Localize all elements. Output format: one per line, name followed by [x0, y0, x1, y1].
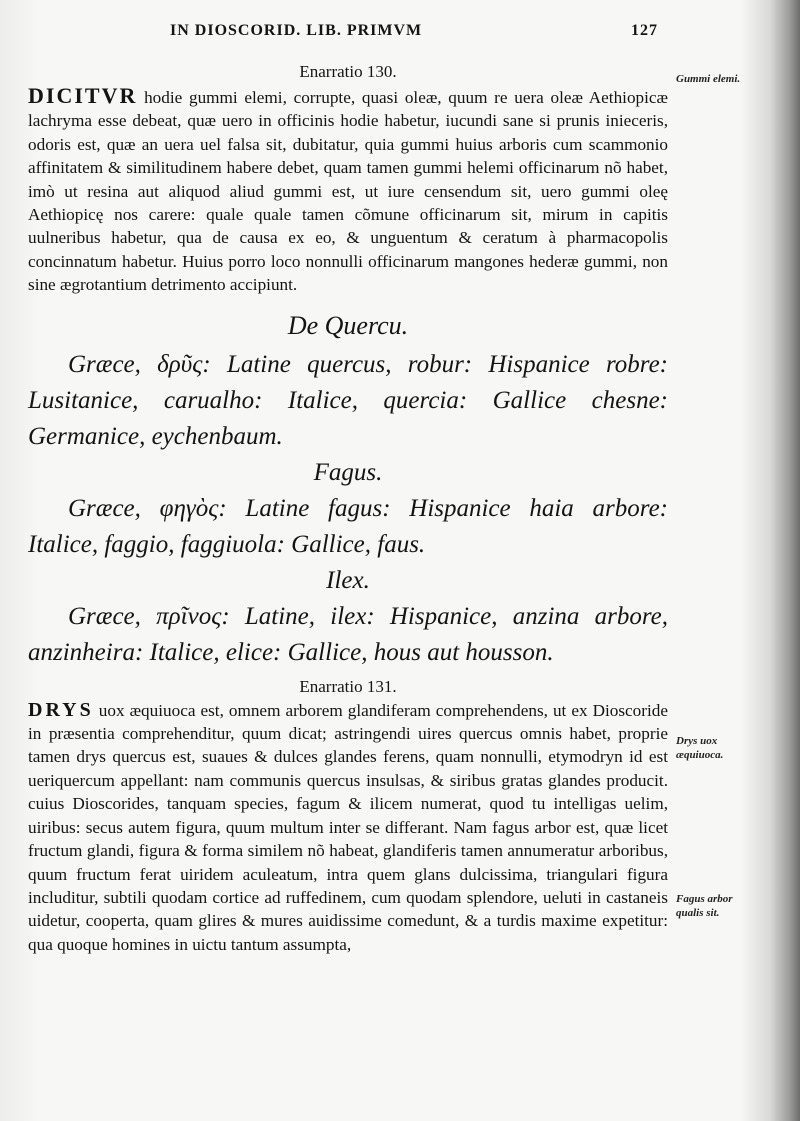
enarratio-130-paragraph: [28, 84, 668, 297]
heading-ilex: Ilex.: [326, 566, 370, 594]
margin-note-fagus: Fagus arbor qualis sit.: [676, 893, 733, 919]
ilex-synonyms: [28, 599, 668, 671]
fagus-synonyms: [28, 491, 668, 563]
paragraph-text: hodie gummi elemi, corrupte, quasi oleæ, quum re uera oleæ Aethiopicæ lachryma esse debeat, quæ uero in officinis hodie habetur, iucundi sane si prunis inieceris, odoris est, quæ an uera uel falsa sit, dubitatur, quia gummi huius arboris cum scammonio affinitatem & similitudinem habere debet, quam tamen gummi helemi officinarum nõ habet, imò ut resina aut aliquod aliud gummi est, ut iure censendum sit, uero gummi oleę Aethiopicę nos carere: quale quale tamen cõmune officinarum sit, mirum in capitis uulneribus habetur, qua de causa ex eo, & unguentum & ceratum à pharmacopolis concinnatum habetur. Huius porro loco nonnulli officinarum mangones hederæ gummi, non sine ægrotantium detrimento accipiunt.: [28, 88, 668, 295]
enarratio-131-paragraph: [28, 699, 668, 956]
enarratio-131-title: Enarratio 131.: [299, 676, 397, 696]
drop-initial: DICITVR: [28, 83, 138, 108]
text-body: [28, 62, 668, 956]
heading-de-quercu: De Quercu.: [287, 310, 409, 340]
margin-note-drys: Drys uox æquiuoca.: [676, 735, 724, 761]
synonyms-text: Græce, δρῦς: Latine quercus, robur: Hispanice robre: Lusitanice, carualho: Italice, quercia: Gallice chesne: Germanice, eychenbaum.: [28, 350, 668, 450]
enarratio-130-title: Enarratio 130.: [299, 62, 397, 81]
running-title: IN DIOSCORID. LIB. PRIMVM: [170, 22, 423, 39]
synonyms-text: Græce, πρῖνος: Latine, ilex: Hispanice, anzina arbore, anzinheira: Italice, elice: Gallice, hous aut housson.: [28, 602, 668, 666]
paragraph-text: uox æquiuoca est, omnem arborem glandiferam comprehendens, ut ex Dioscoride in præsentia comprehenditur, quum dicat; astringendi uires quercus omnis habet, proprie tamen drys quercus est, suaues & dulces glandes ferens, quam nonnulli, etymodryn id est ueriquercum appellant: nam communis quercus insulsas, & siribus gratas glandes producit. cuius Dioscorides, tanquam species, fagum & ilicem numerat, quod tu intelligas uelim, uiribus: secus autem figura, quum multum inter se differant. Nam fagus arbor est, quæ licet fructum glandi, figura & forma similem nõ habeat, glandiferis tamen annumeratur arboribus, quum fructum ferat uiridem aculeatum, intra quem glans dulcissima, triangulari figura includitur, subtili quodam cortice ad ruffedinem, cum quodam splendore, ueluti in castaneis uidetur, cooperta, quam glires & mures auidissime comedunt, & a turdis maxime expetitur: qua quoque homines in uictu tantum assumpta,: [28, 700, 669, 954]
running-header: [170, 22, 670, 40]
drop-initial: DRYS: [28, 698, 94, 721]
synonyms-text: Græce, φηγὸς: Latine fagus: Hispanice haia arbore: Italice, faggio, faggiuola: Gallice, faus.: [28, 494, 668, 558]
page-number: 127: [631, 22, 658, 39]
margin-note-gummi: Gummi elemi.: [676, 73, 741, 85]
quercus-synonyms: [28, 347, 668, 455]
heading-fagus: Fagus.: [313, 458, 383, 486]
